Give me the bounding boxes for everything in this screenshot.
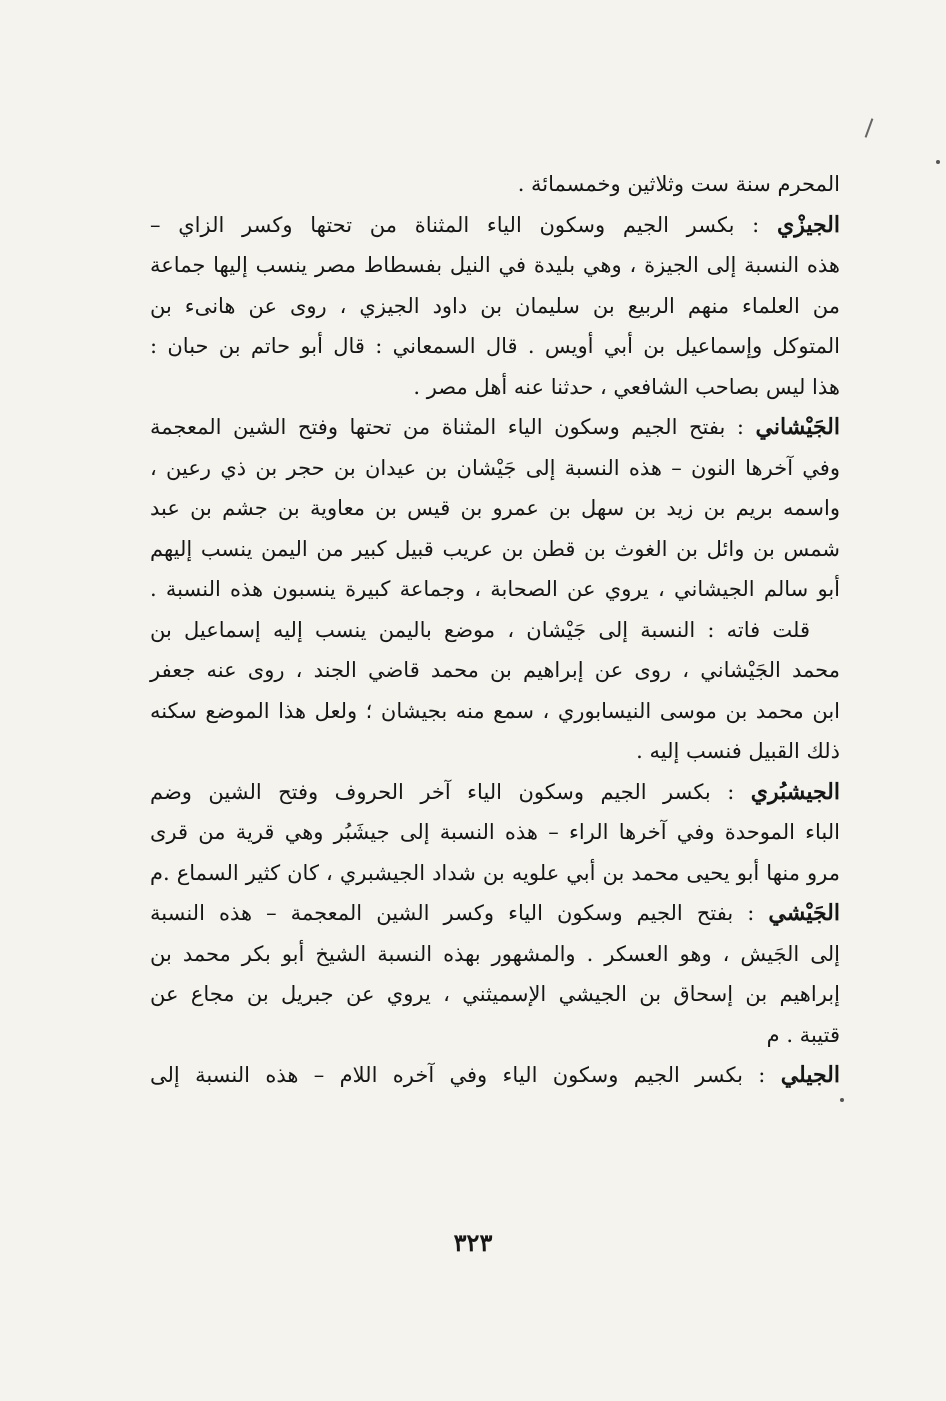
text-line [150, 286, 840, 327]
text-line [150, 691, 840, 732]
entry-line [150, 205, 840, 246]
line-text: : بكسر الجيم وسكون الياء المثناة من تحتها وكسر الزاي – [150, 212, 777, 237]
margin-speck [840, 1098, 844, 1102]
text-line [150, 164, 840, 205]
text-line [150, 974, 840, 1015]
line-text: المحرم سنة ست وثلاثين وخمسمائة . [517, 172, 840, 196]
entry-headword: الجَيْشاني [755, 414, 840, 440]
entry-line [150, 893, 840, 934]
line-text: أبو سالم الجيشاني ، يروي عن الصحابة ، وجماعة كبيرة ينسبون هذه النسبة . [150, 577, 840, 601]
line-text: من العلماء منهم الربيع بن سليمان بن داود الجيزي ، روى عن هانىء بن [150, 293, 840, 318]
text-line [150, 812, 840, 853]
margin-speck [936, 160, 940, 164]
text-line [150, 731, 840, 772]
line-text: هذا ليس بصاحب الشافعي ، حدثنا عنه أهل مصر . [413, 374, 840, 399]
margin-pen-mark [865, 118, 874, 137]
line-text: الباء الموحدة وفي آخرها الراء – هذه النسبة إلى جيشَبُر وهي قرية من قرى [150, 820, 840, 844]
line-text: : بكسر الجيم وسكون الياء وفي آخره اللام – هذه النسبة إلى [150, 1063, 781, 1087]
line-text: ذلك القبيل فنسب إليه . [636, 739, 840, 763]
entry-line [150, 1055, 840, 1096]
entry-line [150, 772, 840, 813]
text-line [150, 367, 840, 408]
entry-headword: الجيشبُري [750, 778, 840, 805]
text-line [150, 488, 840, 529]
text-line [150, 650, 840, 691]
line-text: إبراهيم بن إسحاق بن الجيشي الإسميثني ، يروي عن جبريل بن مجاع عن [150, 982, 840, 1006]
entry-line [150, 407, 840, 448]
entry-headword: الجيزْي [776, 211, 840, 238]
line-text: هذه النسبة إلى الجيزة ، وهي بليدة في النيل بفسطاط مصر ينسب إليها جماعة [150, 253, 840, 277]
line-text: ابن محمد بن موسى النيسابوري ، سمع منه بجيشان ؛ ولعل هذا الموضع سكنه [150, 698, 840, 723]
line-text: قلت فاته : النسبة إلى جَيْشان ، موضع باليمن ينسب إليه إسماعيل بن [150, 617, 810, 642]
text-line [150, 326, 840, 367]
text-line [150, 245, 840, 286]
entry-headword: الجيلي [780, 1062, 840, 1088]
page-text [150, 164, 840, 1096]
line-text: : بكسر الجيم وسكون الياء آخر الحروف وفتح الشين وضم [150, 779, 751, 804]
line-text: : بفتح الجيم وسكون الياء المثناة من تحتها وفتح الشين المعجمة [150, 415, 756, 439]
line-text: شمس بن وائل بن الغوث بن قطن بن عريب قبيل كبير من اليمن ينسب إليهم [150, 536, 840, 561]
text-line [150, 853, 840, 894]
line-text: واسمه بريم بن زيد بن سهل بن عمرو بن قيس بن معاوية بن جشم بن عبد [150, 496, 840, 520]
line-text: مرو منها أبو يحيى محمد بن أبي علويه بن شداد الجيشبري ، كان كثير السماع .م [150, 860, 840, 885]
line-text: المتوكل وإسماعيل بن أبي أويس . قال السمعاني : قال أبو حاتم بن حبان : [150, 334, 840, 358]
line-text: : بفتح الجيم وسكون الياء وكسر الشين المعجمة – هذه النسبة [150, 901, 769, 925]
line-text: وفي آخرها النون – هذه النسبة إلى جَيْشان بن عيدان بن حجر بن ذي رعين ، [150, 455, 840, 480]
text-line [150, 529, 840, 570]
line-text: قتيبة . م [766, 1022, 840, 1047]
text-line [150, 1015, 840, 1056]
text-line [150, 448, 840, 489]
entry-headword: الجَيْشي [768, 900, 840, 926]
line-text: محمد الجَيْشاني ، روى عن إبراهيم بن محمد قاضي الجند ، روى عنه جعفر [150, 658, 840, 682]
page-number: ٣٢٣ [453, 1228, 493, 1257]
line-text: إلى الجَيش ، وهو العسكر . والمشهور بهذه النسبة الشيخ أبو بكر محمد بن [150, 941, 840, 966]
text-line [150, 934, 840, 975]
text-line [150, 569, 840, 610]
text-line [150, 610, 840, 651]
